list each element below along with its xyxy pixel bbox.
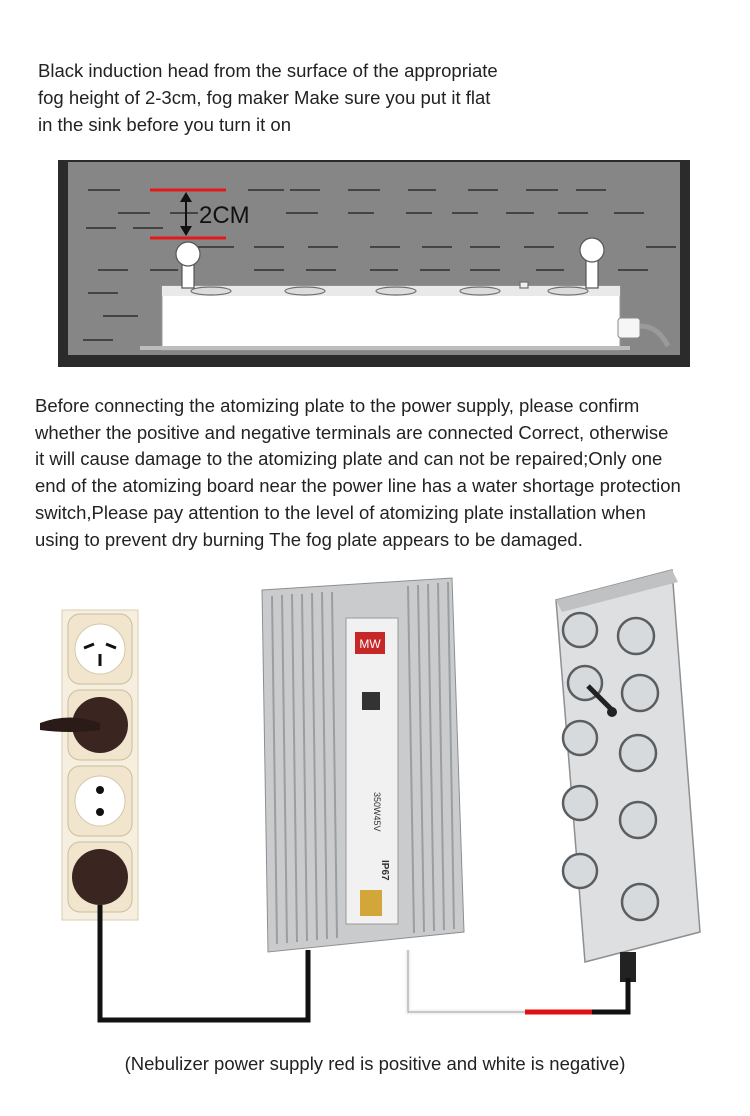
input-label — [360, 890, 382, 916]
qr-code — [362, 692, 380, 710]
socket-outlet — [40, 690, 132, 760]
tank-diagram — [58, 160, 690, 367]
warning-line: switch,Please pay attention to the level of atomizing plate installation when — [35, 501, 646, 523]
intro-line: fog height of 2-3cm, fog maker Make sure you put it flat — [38, 87, 491, 108]
intro-text — [38, 57, 498, 138]
warning-text — [35, 393, 681, 553]
wiring-diagram — [0, 560, 750, 1040]
wall-socket-panel — [40, 610, 138, 920]
warning-line: using to prevent dry burning The fog plate appears to be damaged. — [35, 528, 583, 550]
socket-outlet — [68, 842, 132, 912]
height-label: 2CM — [199, 202, 250, 229]
brand-logo-text: MW — [359, 637, 381, 651]
warning-line: it will cause damage to the atomizing plate and can not be repaired;Only one — [35, 448, 663, 470]
cable-gland — [620, 952, 636, 982]
fog-plate — [556, 570, 700, 982]
model-text: 350W45V — [372, 792, 382, 832]
intro-line: in the sink before you turn it on — [38, 114, 291, 135]
warning-line: whether the positive and negative terminals are connected Correct, otherwise — [35, 421, 669, 443]
power-supply — [262, 578, 464, 952]
warning-line: end of the atomizing board near the power line has a water shortage protection — [35, 475, 681, 497]
socket-outlet — [68, 614, 132, 684]
caption: (Nebulizer power supply red is positive and white is negative) — [124, 1053, 626, 1074]
warning-line: Before connecting the atomizing plate to the power supply, please confirm — [35, 395, 640, 416]
rating-text: IP67 — [379, 860, 390, 881]
socket-outlet — [68, 766, 132, 836]
intro-line: Black induction head from the surface of the appropriate — [38, 60, 498, 81]
